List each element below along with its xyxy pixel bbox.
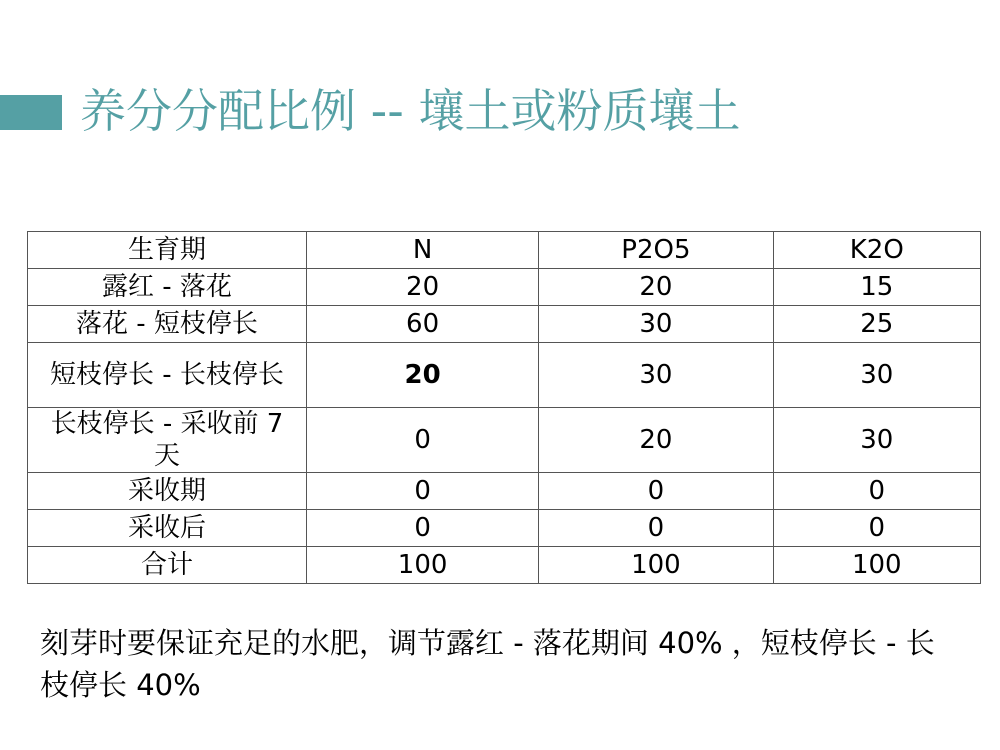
cell-n: 0 <box>306 473 538 510</box>
cell-p2o5: 0 <box>539 473 773 510</box>
cell-stage: 落花 - 短枝停长 <box>28 306 307 343</box>
table-row <box>28 473 981 510</box>
table-row <box>28 408 981 473</box>
footnote-text: 刻芽时要保证充足的水肥，调节露红 - 落花期间 40% ，短枝停长 - 长枝停长 40% <box>40 626 935 702</box>
header-stage: 生育期 <box>28 232 307 269</box>
cell-k2o: 25 <box>773 306 980 343</box>
cell-stage: 采收后 <box>28 510 307 547</box>
title-accent-bar <box>0 95 62 130</box>
cell-k2o: 0 <box>773 473 980 510</box>
table-row <box>28 269 981 306</box>
header-k2o: K2O <box>773 232 980 269</box>
cell-stage: 露红 - 落花 <box>28 269 307 306</box>
cell-p2o5: 30 <box>539 343 773 408</box>
cell-k2o: 30 <box>773 408 980 473</box>
cell-n: 60 <box>306 306 538 343</box>
cell-p2o5: 20 <box>539 269 773 306</box>
header-n: N <box>306 232 538 269</box>
table-row <box>28 510 981 547</box>
table-header-row <box>28 232 981 269</box>
cell-stage: 合计 <box>28 547 307 584</box>
cell-n: 100 <box>306 547 538 584</box>
slide-title: 养分分配比例 -- 壤土或粉质壤土 <box>80 84 741 138</box>
cell-n: 0 <box>306 510 538 547</box>
cell-stage: 短枝停长 - 长枝停长 <box>28 343 307 408</box>
table-total-row <box>28 547 981 584</box>
cell-stage: 采收期 <box>28 473 307 510</box>
cell-k2o: 100 <box>773 547 980 584</box>
header-p2o5: P2O5 <box>539 232 773 269</box>
cell-n: 0 <box>306 408 538 473</box>
cell-p2o5: 30 <box>539 306 773 343</box>
cell-p2o5: 100 <box>539 547 773 584</box>
cell-k2o: 15 <box>773 269 980 306</box>
cell-n: 20 <box>306 343 538 408</box>
cell-p2o5: 20 <box>539 408 773 473</box>
table-row <box>28 343 981 408</box>
cell-k2o: 30 <box>773 343 980 408</box>
nutrient-allocation-table <box>27 231 981 584</box>
cell-k2o: 0 <box>773 510 980 547</box>
table-row <box>28 306 981 343</box>
cell-p2o5: 0 <box>539 510 773 547</box>
cell-n: 20 <box>306 269 538 306</box>
cell-stage: 长枝停长 - 采收前 7 天 <box>28 408 307 473</box>
